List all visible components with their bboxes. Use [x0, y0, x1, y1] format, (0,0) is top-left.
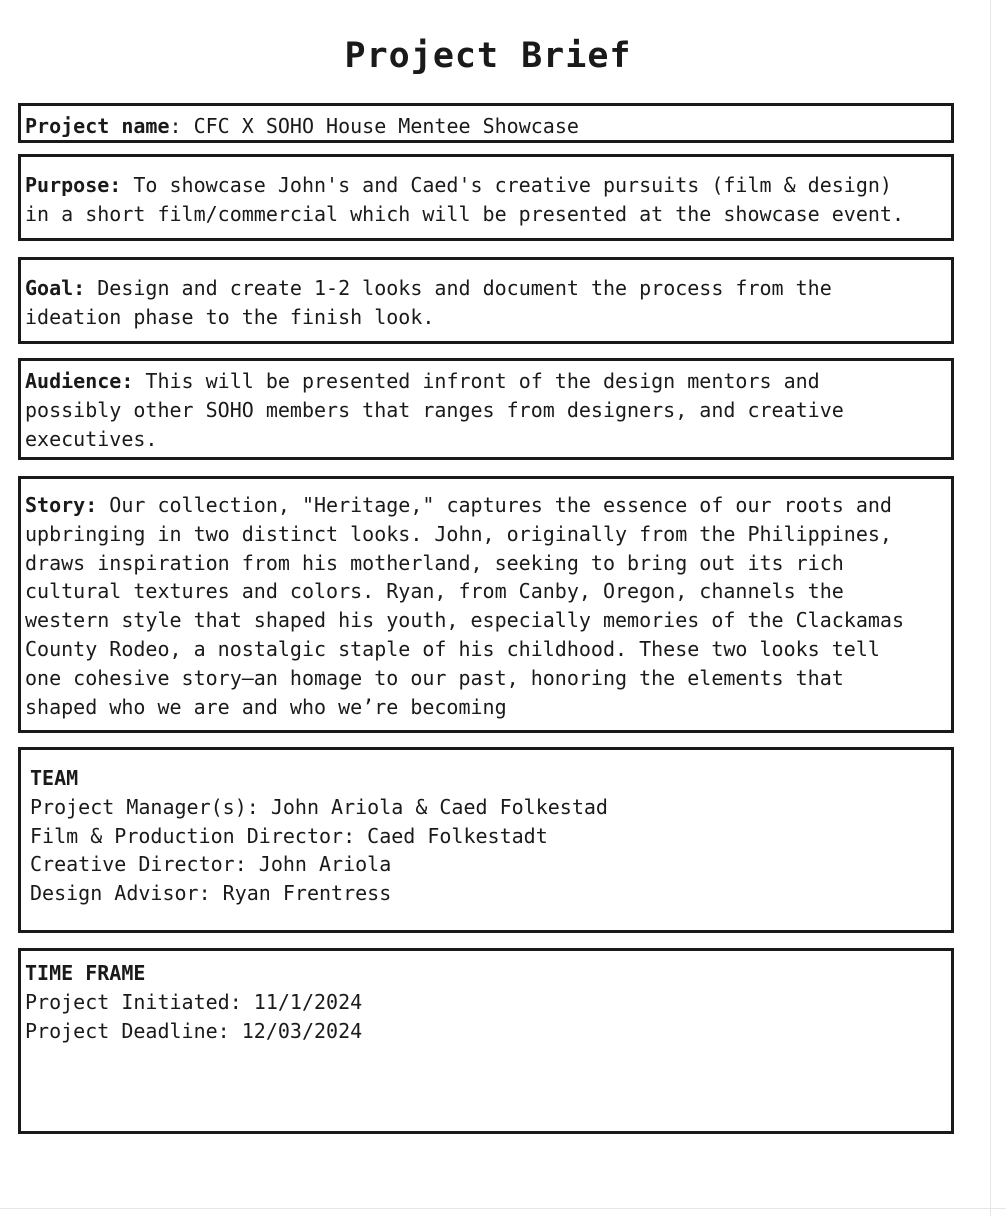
audience-section — [18, 358, 954, 460]
team-member-line: Creative Director: John Ariola — [30, 852, 392, 877]
goal-label: Goal: — [25, 276, 86, 300]
goal-line: ideation phase to the finish look. — [25, 304, 435, 329]
audience-line: executives. — [25, 426, 158, 451]
time-frame-line: Project Initiated: 11/1/2024 — [25, 989, 363, 1014]
audience-line — [25, 367, 951, 396]
team-member-line: Film & Production Director: Caed Folkestadt — [30, 823, 548, 848]
goal-text: Design and create 1-2 looks and document the process from the — [85, 276, 832, 300]
audience-line: possibly other SOHO members that ranges from designers, and creative — [25, 397, 844, 422]
purpose-label: Purpose: — [25, 173, 122, 197]
time-frame-line: Project Deadline: 12/03/2024 — [25, 1018, 363, 1043]
story-line: shaped who we are and who we’re becoming — [25, 694, 507, 719]
page-title: Project Brief — [344, 36, 632, 76]
goal-section — [18, 257, 954, 344]
story-section — [18, 476, 954, 733]
project-name-separator: : — [169, 114, 194, 138]
story-line: one cohesive story—an homage to our past, honoring the elements that — [25, 665, 844, 690]
purpose-line — [25, 171, 951, 200]
page-edge-divider — [990, 0, 991, 1216]
project-name-line — [25, 112, 951, 141]
audience-label: Audience: — [25, 369, 134, 393]
project-name-section — [18, 103, 954, 143]
story-line: cultural textures and colors. Ryan, from Canby, Oregon, channels the — [25, 579, 844, 604]
story-label: Story: — [25, 493, 98, 517]
time-frame-section — [18, 948, 954, 1134]
story-line: western style that shaped his youth, especially memories of the Clackamas — [25, 608, 904, 633]
story-line: draws inspiration from his motherland, seeking to bring out its rich — [25, 550, 844, 575]
purpose-text: To showcase John's and Caed's creative pursuits (film & design) — [121, 173, 892, 197]
project-name-value: CFC X SOHO House Mentee Showcase — [193, 114, 579, 138]
page-bottom-divider — [0, 1208, 1006, 1209]
goal-line — [25, 274, 951, 303]
story-text: Our collection, "Heritage," captures the essence of our roots and — [97, 493, 892, 517]
team-member-line: Project Manager(s): John Ariola & Caed Folkestad — [30, 794, 608, 819]
audience-text: This will be presented infront of the design mentors and — [133, 369, 820, 393]
purpose-section — [18, 154, 954, 241]
story-line: upbringing in two distinct looks. John, originally from the Philippines, — [25, 521, 892, 546]
team-member-line: Design Advisor: Ryan Frentress — [30, 881, 392, 906]
story-line — [25, 491, 951, 520]
project-name-label: Project name — [25, 114, 170, 138]
time-frame-heading: TIME FRAME — [25, 961, 146, 985]
team-heading: TEAM — [30, 766, 79, 790]
story-line: County Rodeo, a nostalgic staple of his childhood. These two looks tell — [25, 636, 880, 661]
purpose-line: in a short film/commercial which will be presented at the showcase event. — [25, 201, 904, 226]
team-section — [18, 747, 954, 933]
